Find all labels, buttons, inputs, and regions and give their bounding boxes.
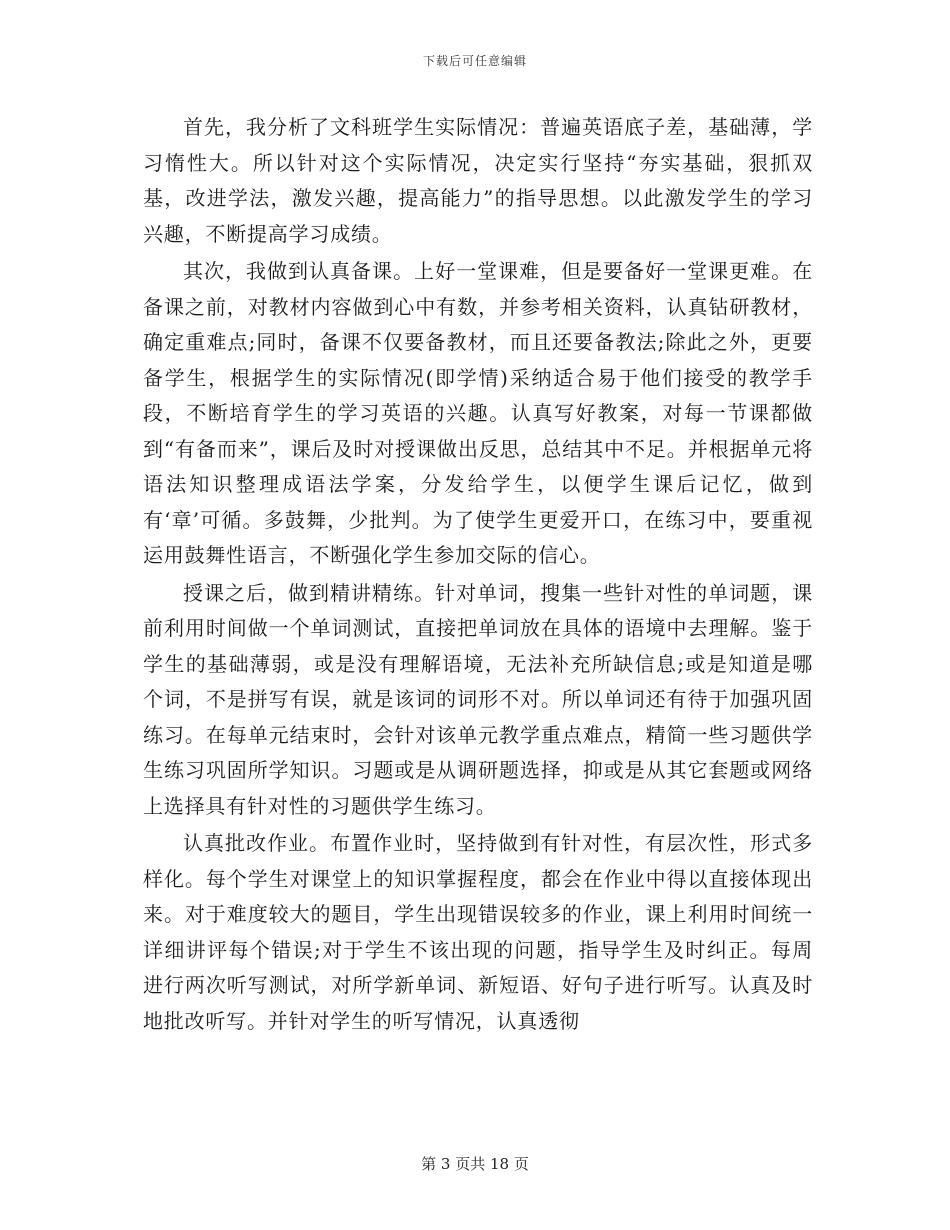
paragraph: 首先，我分析了文科班学生实际情况：普遍英语底子差，基础薄，学习惰性大。所以针对这个实际情况，决定实行坚持“夯实基础，狠抓双基，改进学法，激发兴趣，提高能力”的指导思想。以此激发学生的学习兴趣，不断提高学习成绩。 xyxy=(143,115,813,246)
document-body xyxy=(143,110,813,1041)
paragraph: 其次，我做到认真备课。上好一堂课难，但是要备好一堂课更难。在备课之前，对教材内容做到心中有数，并参考相关资料，认真钻研教材，确定重难点;同时，备课不仅要备教材，而且还要备教法;除此之外，更要备学生，根据学生的实际情况(即学情)采纳适合易于他们接受的教学手段，不断培育学生的学习英语的兴趣。认真写好教案，对每一节课都做到“有备而来”，课后及时对授课做出反思，总结其中不足。并根据单元将语法知识整理成语法学案，分发给学生，以便学生课后记忆，做到有‘章’可循。多鼓舞，少批判。为了使学生更爱开口，在练习中，要重视运用鼓舞性语言，不断强化学生参加交际的信心。 xyxy=(143,259,813,567)
paragraph: 认真批改作业。布置作业时，坚持做到有针对性，有层次性，形式多样化。每个学生对课堂上的知识掌握程度，都会在作业中得以直接体现出来。对于难度较大的题目，学生出现错误较多的作业，课上利用时间统一详细讲评每个错误;对于学生不该出现的问题，指导学生及时纠正。每周进行两次听写测试，对所学新单词、新短语、好句子进行听写。认真及时地批改听写。并针对学生的听写情况，认真透彻 xyxy=(143,831,813,1033)
paragraph: 授课之后，做到精讲精练。针对单词，搜集一些针对性的单词题，课前利用时间做一个单词测试，直接把单词放在具体的语境中去理解。鉴于学生的基础薄弱，或是没有理解语境，无法补充所缺信息;或是知道是哪个词，不是拼写有误，就是该词的词形不对。所以单词还有待于加强巩固练习。在每单元结束时，会针对该单元教学重点难点，精简一些习题供学生练习巩固所学知识。习题或是从调研题选择，抑或是从其它套题或网络上选择具有针对性的习题供学生练习。 xyxy=(143,580,813,818)
page-header: 下载后可任意编辑 xyxy=(422,54,527,68)
page-footer: 第 3 页共 18 页 xyxy=(421,1155,529,1173)
